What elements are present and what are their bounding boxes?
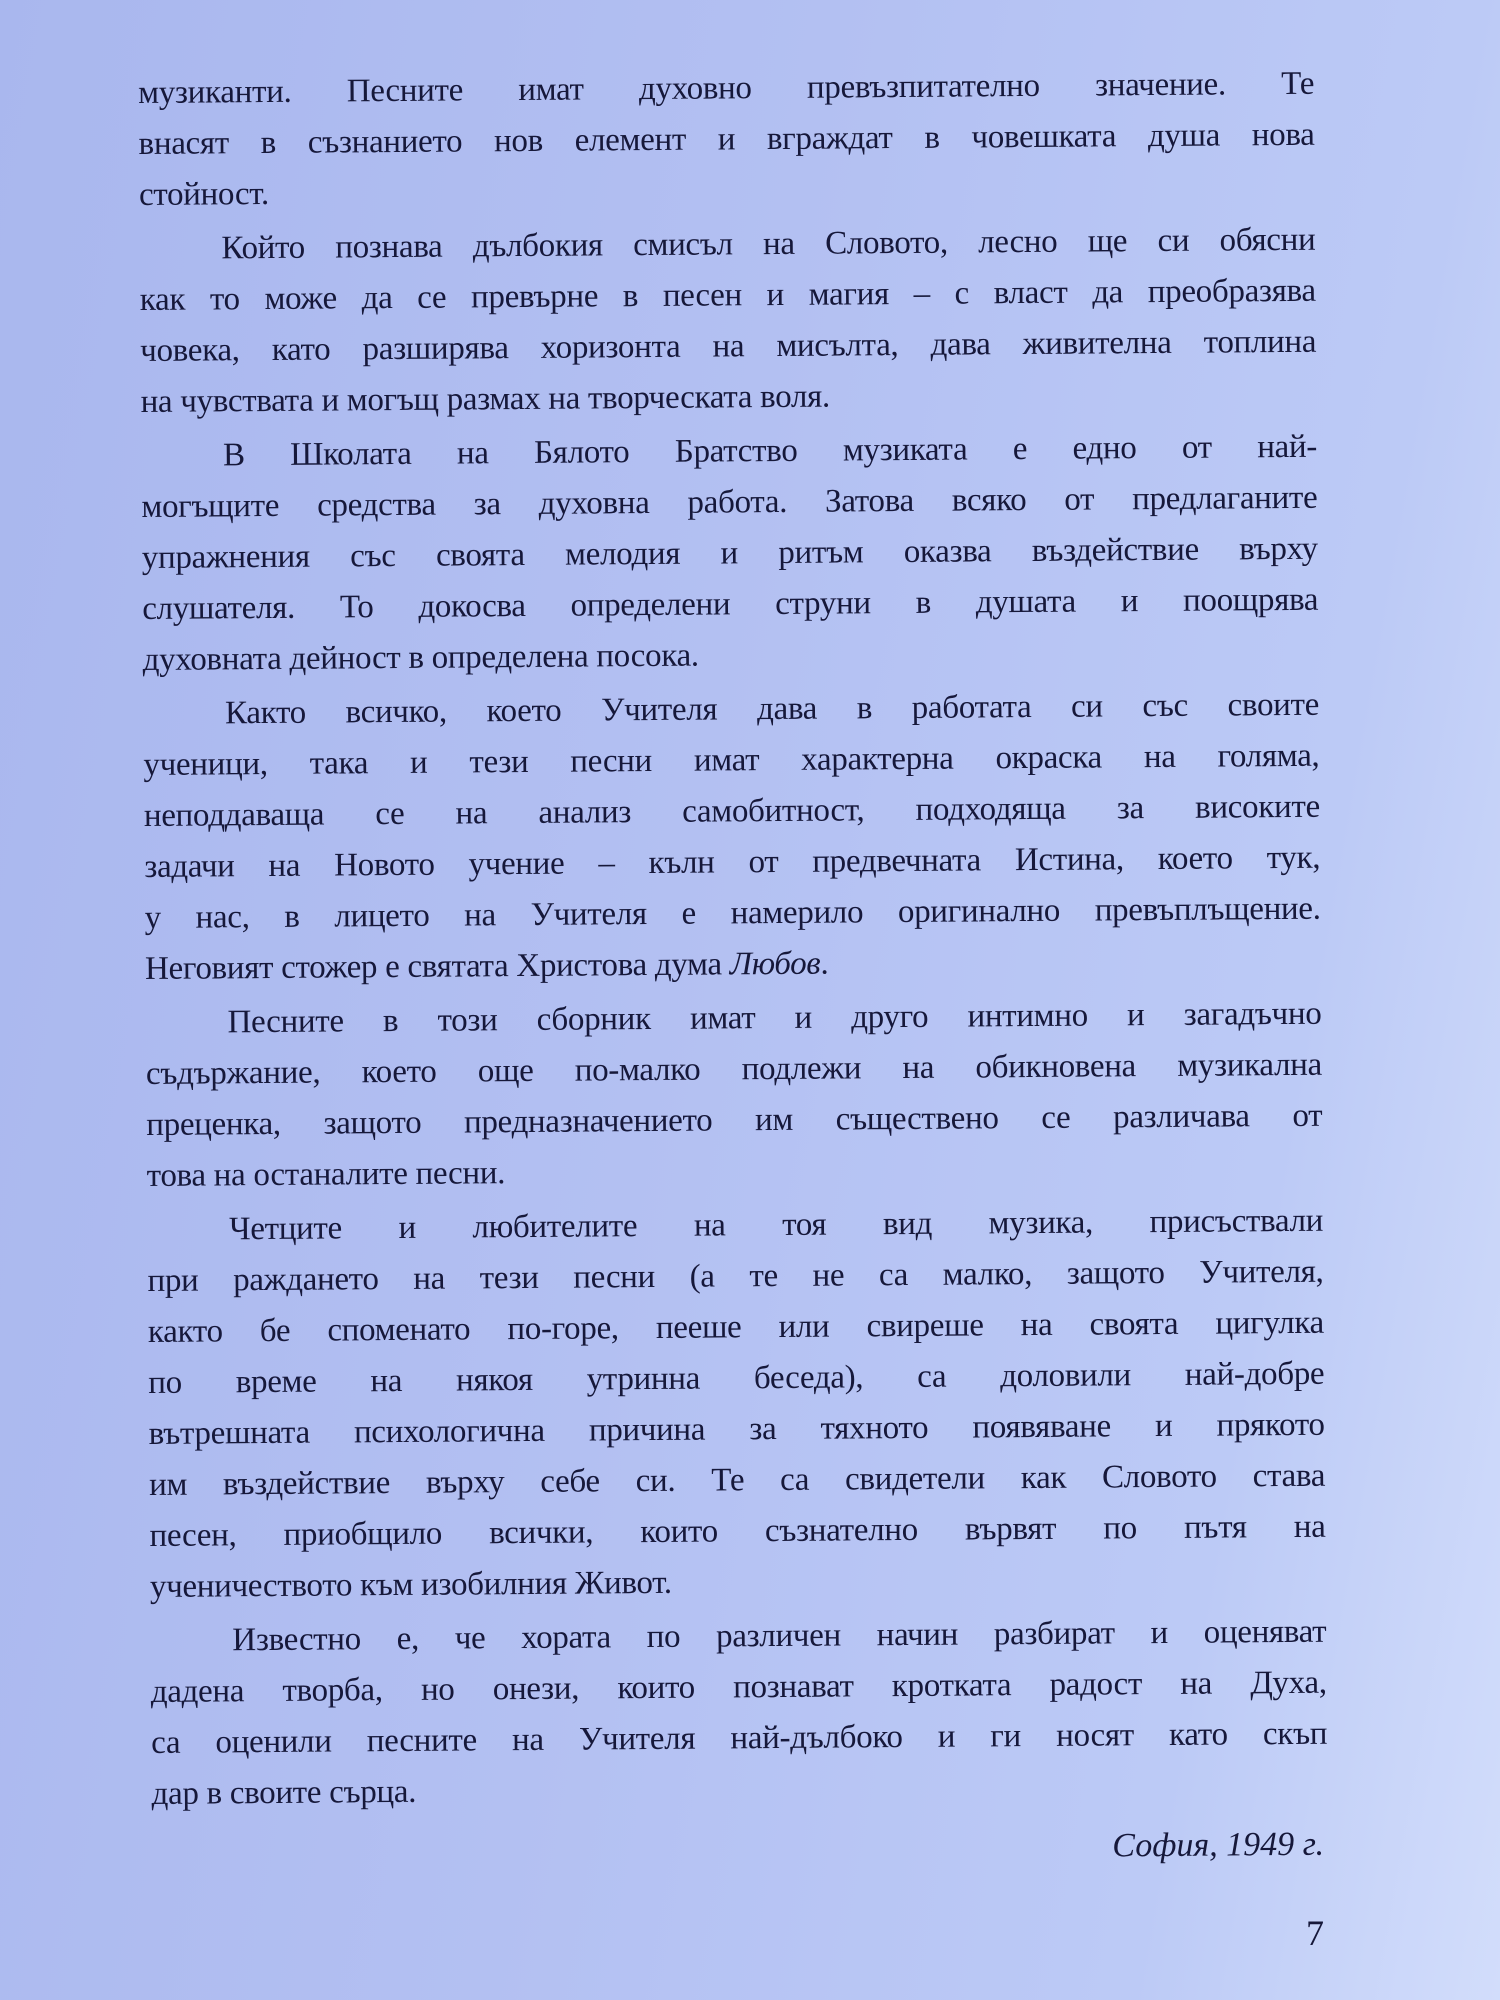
signature-place-date: София, 1949 г. — [1112, 1825, 1325, 1865]
paragraph — [139, 215, 1317, 428]
text-line-content: дадена творба, но онези, които познават кротката радост на Духа, — [150, 1664, 1327, 1710]
text-line-content: както бе споменато по-горе, пееше или свиреше на своята цигулка — [147, 1304, 1325, 1350]
text-line-content: музиканти. Песните имат духовно превъзпитателно значение. Те — [138, 65, 1315, 111]
text-line — [140, 317, 1316, 377]
text-line-content: духовната дейност в определена посока. — [142, 637, 699, 678]
text-line — [151, 1658, 1327, 1718]
text-line-content: Известно е, че хората по различен начин разбират и оценяват — [232, 1613, 1327, 1659]
paragraph — [138, 59, 1315, 221]
text-line — [144, 884, 1320, 944]
text-line — [149, 1451, 1325, 1511]
paragraph — [150, 1607, 1328, 1820]
text-line-content: Песните в този сборник имат и друго интимно и загадъчно — [227, 995, 1322, 1041]
text-line-content: Четците и любителите на тоя вид музика, присъствали — [228, 1202, 1324, 1248]
text-line — [149, 1400, 1325, 1460]
book-page-text — [138, 59, 1328, 1884]
text-line-content: В Школата на Бялото Братство музиката е едно от най- — [222, 428, 1318, 474]
text-line — [143, 731, 1319, 791]
text-line — [141, 422, 1317, 482]
paragraph — [145, 989, 1323, 1202]
paragraph — [141, 422, 1319, 686]
text-line — [139, 215, 1315, 275]
text-line — [147, 1196, 1323, 1256]
text-line-content: това на останалите песни. — [146, 1155, 506, 1194]
text-line — [147, 1247, 1323, 1307]
text-line — [150, 1553, 1326, 1613]
page-number: 7 — [1306, 1913, 1324, 1953]
text-line-content: песен, приобщило всички, които съзнателно вървят по пътя на — [149, 1508, 1326, 1554]
text-line — [138, 59, 1314, 119]
text-line — [148, 1298, 1324, 1358]
text-line-content: дар в своите сърца. — [151, 1773, 417, 1812]
text-line — [139, 161, 1315, 221]
text-line-content: при раждането на тези песни (а те не са малко, защото Учителя, — [147, 1253, 1324, 1299]
text-line-content: могъщите средства за духовна работа. Затова всяко от предлаганите — [141, 479, 1318, 525]
text-line — [142, 524, 1318, 584]
text-line — [141, 473, 1317, 533]
text-line-content: неподдаваща се на анализ самобитност, подходяща за високите — [143, 788, 1320, 834]
text-line-content: Който познава дълбокия смисъл на Словото, лесно ще си обясни — [221, 221, 1316, 267]
text-line-content: задачи на Новото учение – кълн от предвечната Истина, което тук, — [144, 839, 1321, 885]
text-line — [142, 575, 1318, 635]
text-line-content: ученици, така и тези песни имат характерна окраска на голяма, — [143, 737, 1320, 783]
paragraph — [147, 1196, 1326, 1613]
text-line-content: им въздействие върху себе си. Те са свидетели как Словото става — [148, 1457, 1326, 1503]
text-line-content: слушателя. То докосва определени струни в душата и поощрява — [142, 581, 1319, 627]
paragraph — [143, 680, 1321, 995]
text-line — [147, 1142, 1323, 1202]
text-line — [142, 626, 1318, 686]
text-line-content: Както всичко, което Учителя дава в работата си със своите — [224, 686, 1320, 732]
text-line-content: на чувствата и могъщ размах на творческата воля. — [140, 378, 831, 420]
text-line — [151, 1760, 1327, 1820]
text-line-content: са оценили песните на Учителя най-дълбоко и ги носят като скъп — [151, 1715, 1328, 1761]
text-line — [145, 989, 1321, 1049]
text-line — [149, 1502, 1325, 1562]
text-line — [140, 368, 1316, 428]
text-line — [143, 680, 1319, 740]
text-line — [140, 266, 1316, 326]
text-line-content: Неговият стожер е святата Христова дума — [144, 946, 730, 987]
text-line-content: упражнения със своята мелодия и ритъм оказва въздействие върху — [141, 530, 1318, 576]
text-line — [146, 1091, 1322, 1151]
text-line-content: у нас, в лицето на Учителя е намерило оригинално превъплъщение. — [144, 890, 1321, 936]
text-line-content: ученичеството към изобилния Живот. — [149, 1564, 672, 1605]
text-line-content: преценка, защото предназначението им съществено се различава от — [146, 1097, 1323, 1143]
text-line — [144, 782, 1320, 842]
text-line — [151, 1709, 1327, 1769]
text-line-content: съдържание, което още по-малко подлежи на обикновена музикална — [145, 1046, 1323, 1092]
text-line — [150, 1607, 1326, 1667]
text-line-content: по време на някоя утринна беседа), са доловили най-добре — [148, 1355, 1325, 1401]
text-line — [144, 833, 1320, 893]
text-line — [145, 935, 1321, 995]
text-line-content: вътрешната психологична причина за тяхното появяване и прякото — [148, 1406, 1325, 1452]
text-line-content: стойност. — [138, 175, 270, 213]
text-line-content: как то може да се превърне в песен и магия – с власт да преобразява — [139, 272, 1316, 318]
text-line — [146, 1040, 1322, 1100]
text-line-content: внасят в съзнанието нов елемент и вграждат в човешката душа нова — [138, 116, 1315, 162]
emphasized-word: Любов — [729, 945, 821, 983]
text-line — [138, 110, 1314, 170]
text-line — [148, 1349, 1324, 1409]
text-line-content: човека, като разширява хоризонта на мисълта, дава живителна топлина — [140, 323, 1317, 369]
punctuation: . — [820, 945, 829, 982]
